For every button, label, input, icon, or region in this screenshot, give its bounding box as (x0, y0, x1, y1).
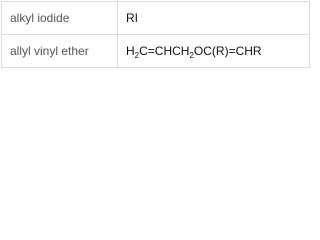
formula-table (1, 1, 310, 68)
formula-value (118, 35, 310, 68)
formula-text: OC(R)=CHR (193, 44, 262, 58)
table-row (2, 35, 310, 68)
table-row (2, 2, 310, 35)
formula-subscript: 2 (134, 51, 140, 60)
formula-subscript: 2 (189, 51, 194, 60)
row-label: allyl vinyl ether (2, 35, 118, 68)
formula-text: C=CHCH (139, 44, 190, 58)
formula-text: RI (126, 11, 138, 25)
row-label: alkyl iodide (2, 2, 118, 35)
formula-text: H (126, 44, 135, 58)
formula-value (118, 2, 310, 35)
chemical-formula-panel (0, 0, 312, 70)
